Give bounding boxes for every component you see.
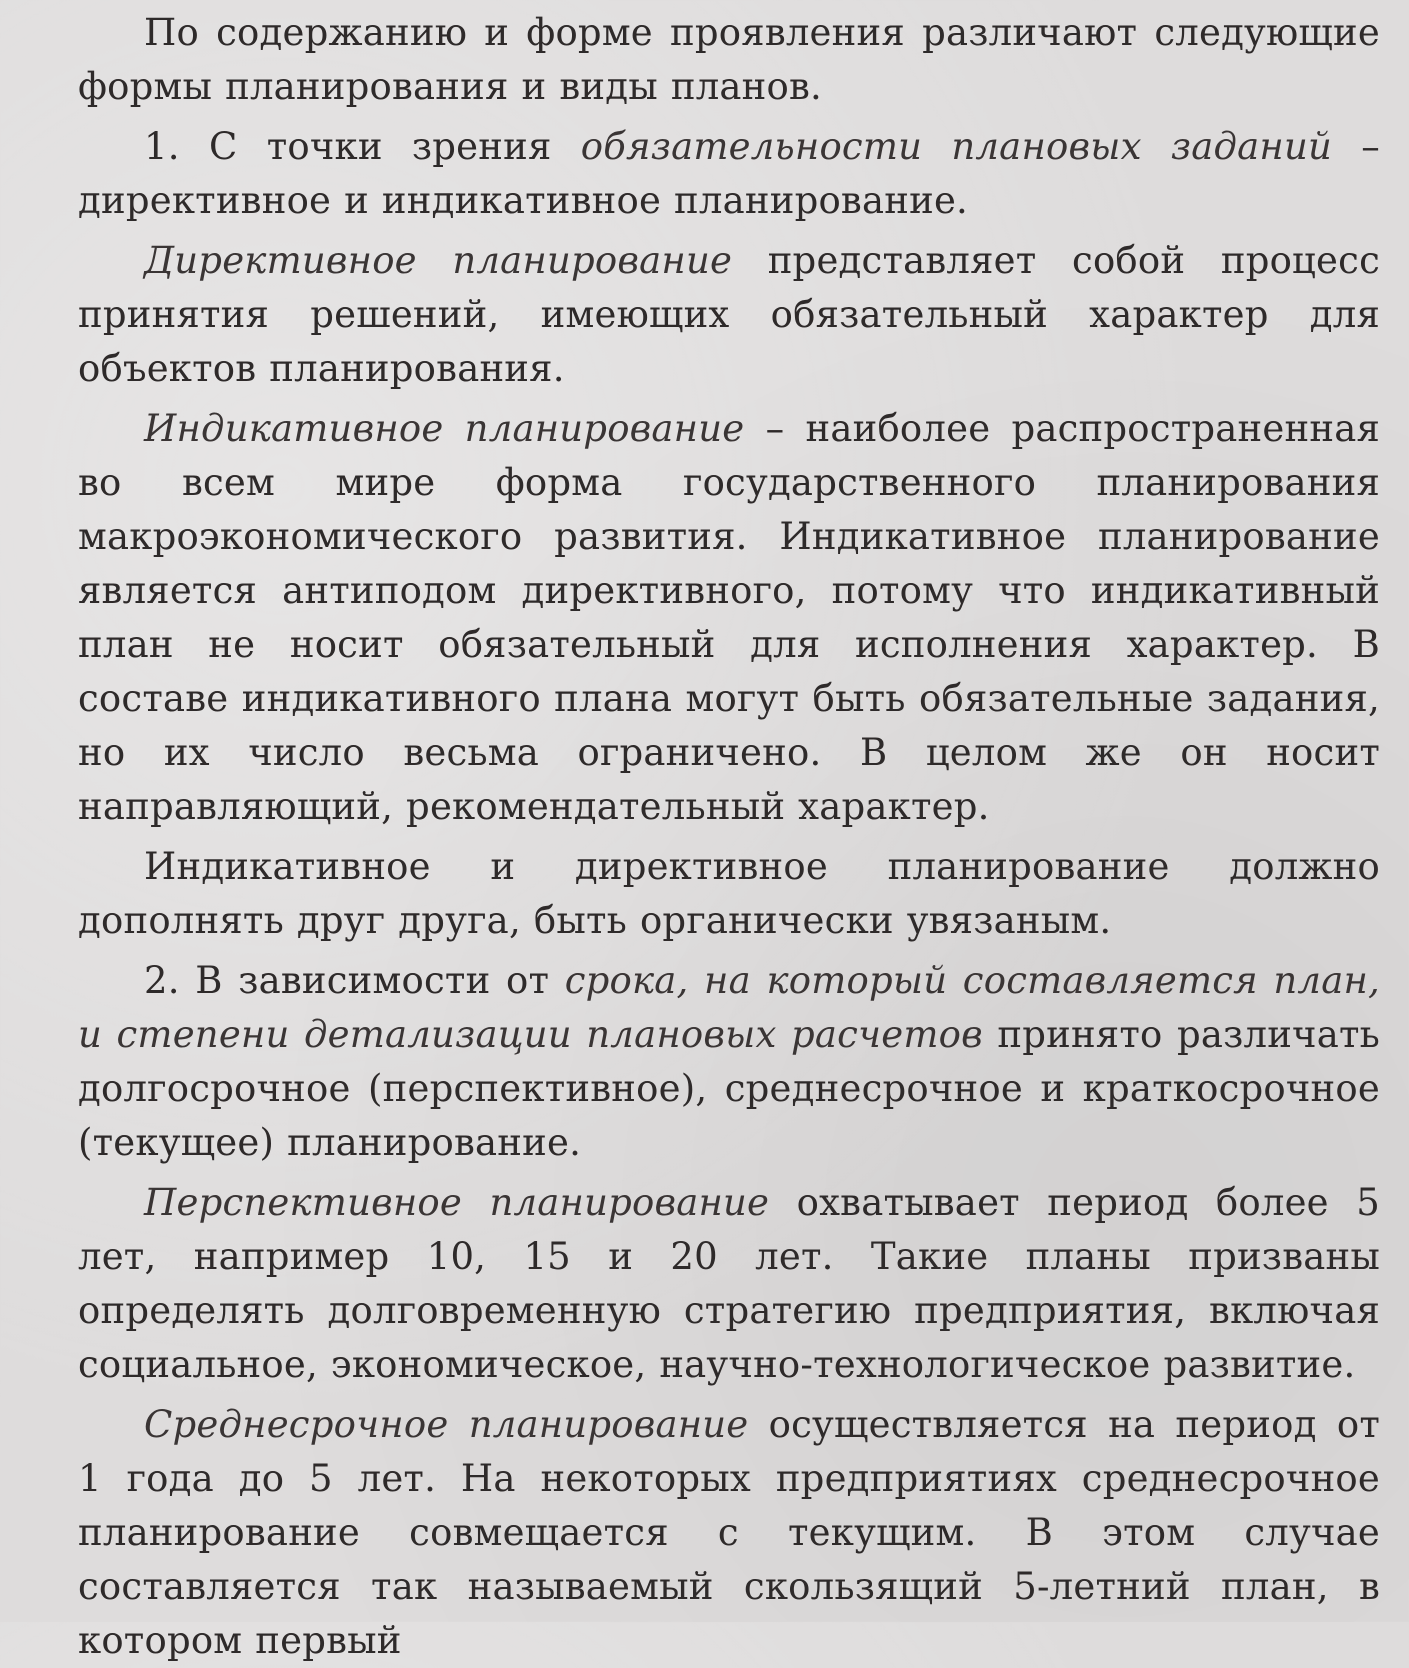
paragraph-long-term-planning — [78, 1176, 1380, 1392]
text-run: По содержанию и форме проявления различают следующие формы планирования и виды планов. — [78, 11, 1380, 108]
italic-term: обязательности плановых заданий — [580, 125, 1333, 168]
paragraph-term-criterion — [78, 954, 1380, 1170]
text-run: Индикативное и директивное планирование должно дополнять друг друга, быть органически увязаным. — [78, 845, 1380, 942]
paragraph-indicative-planning — [78, 402, 1380, 834]
text-run: – наиболее распространенная во всем мире форма государственного планирования макроэкономического развития. Индикативное планирование является антиподом директивного, потому что индикативный план не носит обязательный для исполнения характер. В составе индикативного плана могут быть обязательные задания, но их число весьма ограничено. В целом же он носит направляющий, рекомендательный характер. — [78, 407, 1380, 828]
paragraph-medium-term-planning — [78, 1398, 1380, 1668]
text-run: 2. В зависимости от — [144, 959, 565, 1002]
italic-term: Среднесрочное планирование — [144, 1403, 749, 1446]
text-run: охватывает период более 5 лет, например 10, 15 и 20 лет. Такие планы призваны определять долговременную стратегию предприятия, включая социальное, экономическое, научно-технологическое развитие. — [78, 1181, 1380, 1386]
paragraph-obligation-criterion — [78, 120, 1380, 228]
text-run: принято различать долгосрочное (перспективное), среднесрочное и краткосрочное (текущее) планирование. — [78, 1013, 1380, 1164]
book-page — [78, 6, 1381, 1662]
italic-term: Директивное планирование — [144, 239, 733, 282]
paragraph-directive-planning — [78, 234, 1380, 396]
italic-term: Индикативное планирование — [144, 407, 745, 450]
text-run: осуществляется на период от 1 года до 5 лет. На некоторых предприятиях среднесрочное планирование совмещается с текущим. В этом случае составляется так называемый скользящий 5-летний план, в котором первый — [78, 1403, 1380, 1662]
paragraph-complementary-planning — [78, 840, 1380, 948]
text-run: 1. С точки зрения — [144, 125, 581, 168]
italic-term: Перспективное планирование — [144, 1181, 770, 1224]
italic-term: срока, на который составляется план, и степени детализации плановых расчетов — [78, 959, 1380, 1056]
text-run: – директивное и индикативное планирование. — [78, 125, 1381, 222]
text-run: представляет собой процесс принятия решений, имеющих обязательный характер для объектов планирования. — [78, 239, 1380, 390]
paragraph-planning-forms — [78, 6, 1380, 114]
